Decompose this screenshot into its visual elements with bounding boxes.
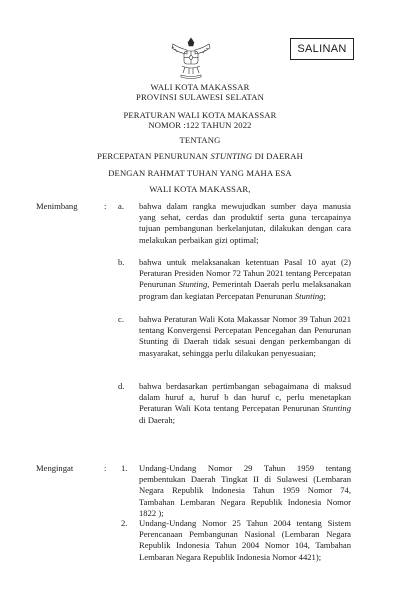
text-segment: bahwa berdasarkan pertimbangan sebagaimana di maksud dalam huruf a, huruf b dan huruf c, perlu menetapkan Peraturan Wali Kota tentang Percepatan Penurunan <box>139 381 351 414</box>
subject-part-1: PERCEPATAN PENURUNAN <box>97 151 211 161</box>
mengingat-item-2: Undang-Undang Nomor 25 Tahun 2004 tentang Sistem Perencanaan Pembangunan Nasional (Lembaran Negara Republik Indonesia Tahun 2004 Nomor 104, Tambahan Lembaran Negara Republik Indonesia Nomor 4421); <box>139 518 351 562</box>
menimbang-label: Menimbang <box>36 201 78 211</box>
item-marker: d. <box>118 381 125 391</box>
text-italic: Stunting <box>322 403 351 414</box>
text-segment: , Pemerintah Daerah perlu melaksanakan program dan kegiatan Percepatan Penurunan <box>139 279 351 301</box>
tentang-label: TENTANG <box>179 135 221 145</box>
menimbang-item-b <box>139 257 351 302</box>
text-segment: di Daerah; <box>139 414 176 425</box>
text-segment: ; <box>323 290 326 301</box>
regulation-subject <box>0 151 400 161</box>
text-italic: Stunting <box>294 290 324 301</box>
subject-italic: STUNTING <box>210 151 253 161</box>
invocation: DENGAN RAHMAT TUHAN YANG MAHA ESA <box>108 168 292 178</box>
item-marker: c. <box>118 314 124 324</box>
text-italic: Stunting <box>178 279 208 290</box>
regent-title: WALI KOTA MAKASSAR <box>150 82 250 92</box>
item-marker: a. <box>118 201 124 211</box>
regulation-number: NOMOR :122 TAHUN 2022 <box>148 120 252 130</box>
menimbang-colon: : <box>104 201 107 211</box>
signatory-heading: WALI KOTA MAKASSAR, <box>149 184 251 194</box>
menimbang-item-a: bahwa dalam rangka mewujudkan sumber daya manusia yang sehat, cerdas dan produktif serta guna tercapainya tujuan pembangunan berkelanjutan, dilakukan dengan cara melakukan perbaikan gizi optimal; <box>139 201 351 245</box>
menimbang-item-d <box>139 381 351 426</box>
province-title: PROVINSI SULAWESI SELATAN <box>136 92 264 102</box>
menimbang-item-c: bahwa Peraturan Wali Kota Makassar Nomor 39 Tahun 2021 tentang Konvergensi Percepatan Pencegahan dan Penurunan Stunting di Daerah tidak sesuai dengan perkembangan di masyarakat, sehingga perlu dilakukan penyesuaian; <box>139 314 351 358</box>
item-marker: 1. <box>121 463 128 473</box>
salinan-stamp: SALINAN <box>290 38 354 60</box>
mengingat-label: Mengingat <box>36 463 74 473</box>
regulation-title: PERATURAN WALI KOTA MAKASSAR <box>123 110 277 120</box>
mengingat-item-1: Undang-Undang Nomor 29 Tahun 1959 tentang pembentukan Daerah Tingkat II di Sulawesi (Lembaran Negara Republik Indonesia Tahun 1959 Nomor 74, Tambahan Lembaran Negara Republik Indonesia Nomor 1822 ); <box>139 463 351 518</box>
subject-part-2: DI DAERAH <box>252 151 303 161</box>
item-marker: 2. <box>121 518 128 528</box>
text-segment: bahwa untuk melaksanakan ketentuan Pasal 10 ayat (2) Peraturan Presiden Nomor 72 Tahun 2021 tentang Percepatan Penurunan <box>139 257 351 290</box>
item-marker: b. <box>118 257 125 267</box>
mengingat-colon: : <box>104 463 107 473</box>
garuda-emblem-icon <box>169 34 213 80</box>
